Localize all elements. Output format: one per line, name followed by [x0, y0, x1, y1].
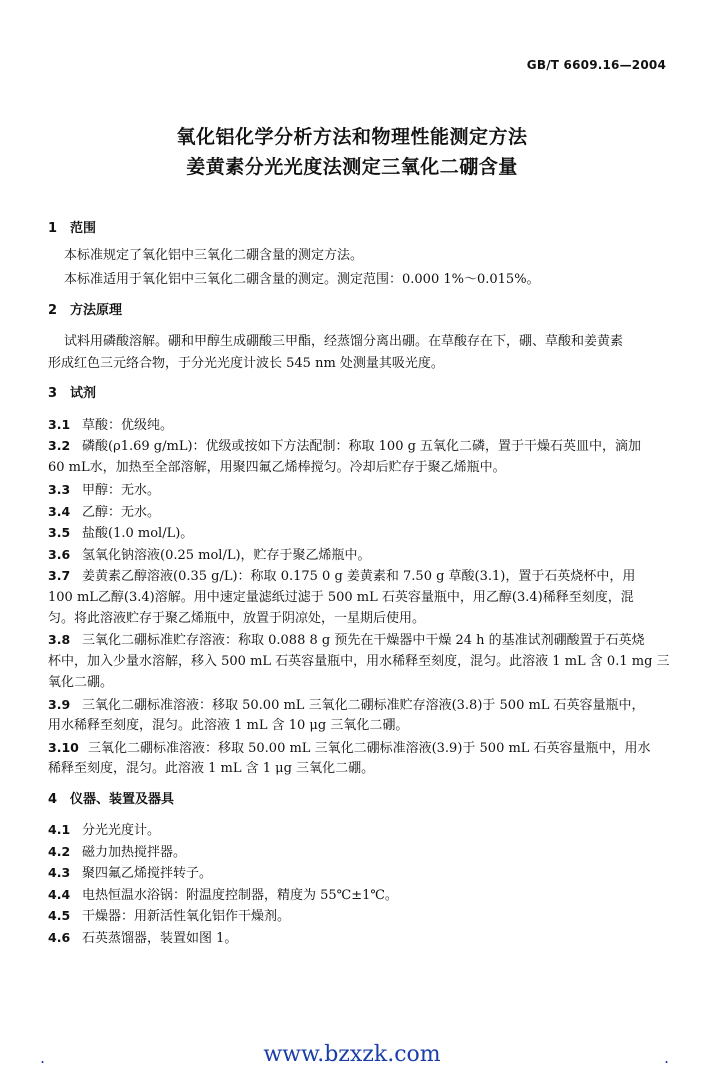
apparatus-item-4-3: [48, 864, 212, 883]
item-text: 石英蒸馏器，装置如图 1。: [82, 931, 238, 946]
apparatus-item-4-6: [48, 929, 237, 948]
item-text: 聚四氟乙烯搅拌转子。: [82, 866, 213, 881]
reagent-item-3-9: [48, 696, 645, 715]
reagent-item-3-2: [48, 437, 641, 456]
item-number: 4.6: [48, 930, 71, 945]
section-title: 方法原理: [70, 303, 123, 318]
reagent-item-3-10: [48, 739, 651, 758]
reagent-item-3-8-cont-1: 杯中，加入少量水溶解，移入 500 mL 石英容量瓶中，用水稀释至刻度，混匀。此溶液 1 mL 含 0.1 mg 三: [48, 654, 670, 669]
section-title: 仪器、装置及器具: [70, 792, 175, 807]
reagent-item-3-10-cont: 稀释至刻度，混匀。此溶液 1 mL 含 1 μg 三氧化二硼。: [48, 761, 375, 776]
item-text: 电热恒温水浴锅：附温度控制器，精度为 55℃±1℃。: [82, 888, 398, 903]
section-number: 2: [48, 303, 58, 318]
item-number: 4.2: [48, 844, 71, 859]
item-number: 3.7: [48, 568, 71, 583]
document-title-line-1: 氧化铝化学分析方法和物理性能测定方法: [176, 126, 528, 148]
item-text: 干燥器：用新活性氧化铝作干燥剂。: [82, 909, 291, 924]
item-text: 乙醇：无水。: [82, 505, 161, 520]
item-number: 3.2: [48, 438, 71, 453]
reagent-item-3-7-cont-1: 100 mL乙醇(3.4)溶解。用中速定量滤纸过滤于 500 mL 石英容量瓶中，用乙醇(3.4)稀释至刻度，混: [48, 590, 634, 605]
footer-dot-right: .: [664, 1048, 670, 1067]
section-title: 试剂: [70, 386, 97, 401]
reagent-item-3-7: [48, 567, 635, 586]
reagent-item-3-1: [48, 416, 173, 435]
principle-line-1: 试料用磷酸溶解。硼和甲醇生成硼酸三甲酯，经蒸馏分离出硼。在草酸存在下，硼、草酸和姜黄素: [64, 334, 624, 349]
item-number: 4.3: [48, 865, 71, 880]
apparatus-item-4-4: [48, 886, 398, 905]
item-number: 3.8: [48, 632, 71, 647]
section-number: 3: [48, 386, 58, 401]
scope-paragraph-2: 本标准适用于氧化铝中三氧化二硼含量的测定。测定范围：0.000 1%～0.015%。: [64, 272, 540, 287]
item-number: 4.5: [48, 908, 71, 923]
reagent-item-3-2-cont: 60 mL水，加热至全部溶解，用聚四氟乙烯棒搅匀。冷却后贮存于聚乙烯瓶中。: [48, 460, 506, 475]
item-number: 3.4: [48, 504, 71, 519]
section-heading-principle: [48, 302, 122, 320]
item-text: 氢氧化钠溶液(0.25 mol/L)，贮存于聚乙烯瓶中。: [82, 548, 371, 563]
item-number: 3.6: [48, 547, 71, 562]
item-number: 4.4: [48, 887, 71, 902]
section-heading-reagents: [48, 385, 96, 403]
footer-dot-left: .: [40, 1048, 46, 1067]
reagent-item-3-5: [48, 524, 193, 543]
item-number: 3.9: [48, 697, 71, 712]
footer-url-link[interactable]: www.bzxzk.com: [263, 1042, 441, 1067]
apparatus-item-4-2: [48, 843, 186, 862]
item-text: 盐酸(1.0 mol/L)。: [82, 526, 194, 541]
apparatus-item-4-5: [48, 907, 290, 926]
item-text: 三氧化二硼标准溶液：移取 50.00 mL 三氧化二硼标准溶液(3.9)于 500 mL 石英容量瓶中，用水: [88, 741, 651, 756]
scope-paragraph-1: 本标准规定了氧化铝中三氧化二硼含量的测定方法。: [64, 248, 364, 263]
reagent-item-3-3: [48, 481, 160, 500]
item-number: 3.5: [48, 525, 71, 540]
section-number: 4: [48, 792, 58, 807]
item-text: 分光光度计。: [82, 823, 161, 838]
item-number: 3.3: [48, 482, 71, 497]
standard-code: GB/T 6609.16—2004: [526, 58, 666, 72]
item-number: 3.10: [48, 740, 79, 755]
reagent-item-3-8-cont-2: 氧化二硼。: [48, 675, 114, 690]
item-text: 草酸：优级纯。: [82, 418, 174, 433]
section-number: 1: [48, 221, 58, 236]
section-title: 范围: [70, 221, 97, 236]
item-text: 磷酸(ρ1.69 g/mL)：优级或按如下方法配制：称取 100 g 五氧化二磷，置于干燥石英皿中，滴加: [82, 439, 642, 454]
item-number: 3.1: [48, 417, 71, 432]
reagent-item-3-6: [48, 546, 371, 565]
item-text: 三氧化二硼标准贮存溶液：称取 0.088 8 g 预先在干燥器中干燥 24 h 的基准试剂硼酸置于石英烧: [82, 633, 645, 648]
reagent-item-3-7-cont-2: 匀。将此溶液贮存于聚乙烯瓶中，放置于阴凉处，一星期后使用。: [48, 611, 426, 626]
reagent-item-3-8: [48, 631, 645, 650]
reagent-item-3-4: [48, 503, 160, 522]
section-heading-apparatus: [48, 791, 174, 809]
item-text: 三氧化二硼标准溶液：移取 50.00 mL 三氧化二硼标准贮存溶液(3.8)于 500 mL 石英容量瓶中，: [82, 698, 645, 713]
section-heading-scope: [48, 220, 96, 238]
document-title-line-2: 姜黄素分光光度法测定三氧化二硼含量: [186, 156, 518, 178]
item-text: 姜黄素乙醇溶液(0.35 g/L)：称取 0.175 0 g 姜黄素和 7.50 g 草酸(3.1)，置于石英烧杯中，用: [82, 569, 636, 584]
item-text: 磁力加热搅拌器。: [82, 845, 187, 860]
apparatus-item-4-1: [48, 821, 160, 840]
reagent-item-3-9-cont: 用水稀释至刻度，混匀。此溶液 1 mL 含 10 μg 三氧化二硼。: [48, 718, 409, 733]
principle-line-2: 形成红色三元络合物，于分光光度计波长 545 nm 处测量其吸光度。: [48, 356, 444, 371]
item-text: 甲醇：无水。: [82, 483, 161, 498]
item-number: 4.1: [48, 822, 71, 837]
